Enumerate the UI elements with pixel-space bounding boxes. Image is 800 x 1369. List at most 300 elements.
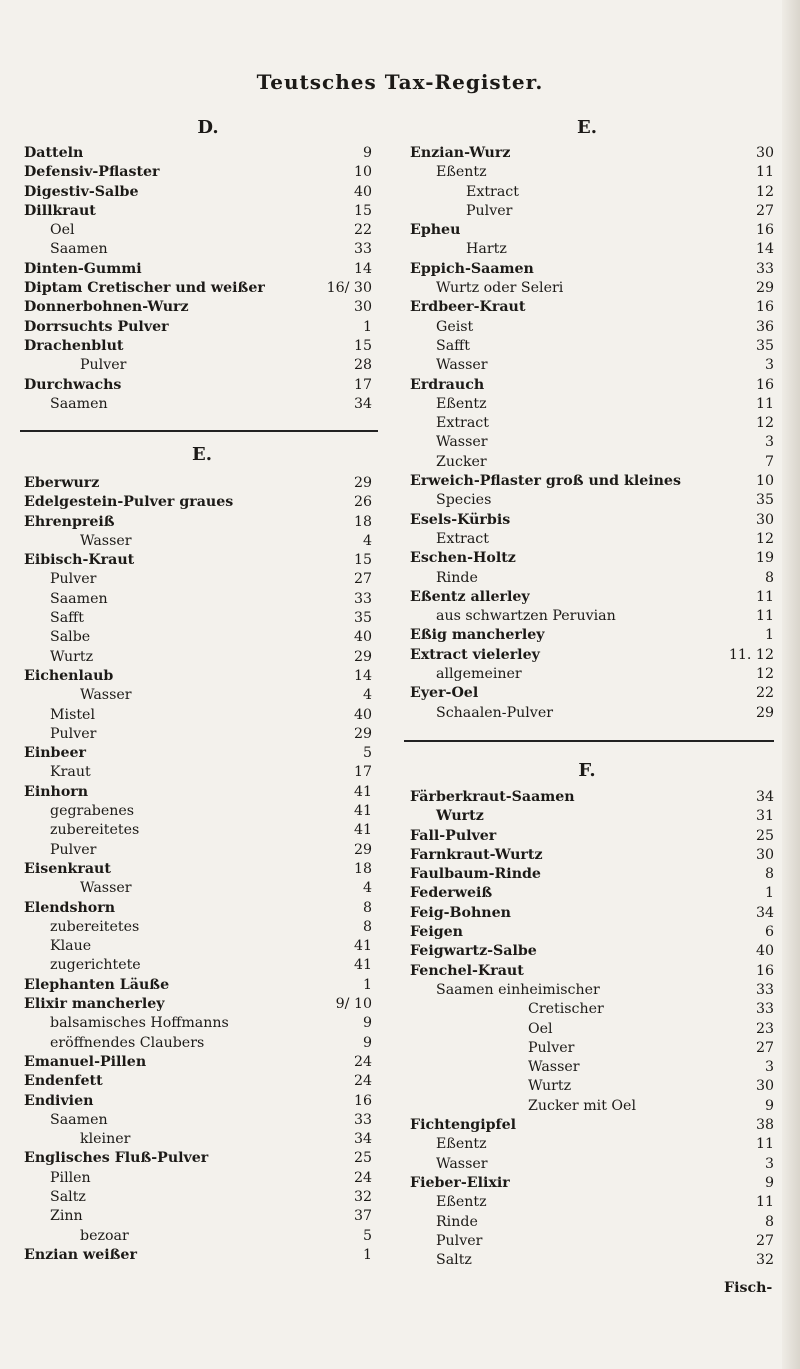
entry-term: Zucker	[436, 453, 487, 470]
entry-page-number: 1	[362, 1246, 372, 1263]
index-entry	[410, 684, 774, 703]
index-entry	[410, 1039, 774, 1058]
index-entry	[410, 183, 774, 202]
index-entry	[24, 260, 372, 279]
entry-term: balsamisches Hoffmanns	[50, 1015, 229, 1032]
entry-term: Rinde	[436, 569, 478, 586]
entry-page-number: 6	[764, 924, 774, 941]
entry-term: Saltz	[50, 1188, 86, 1205]
index-entry	[410, 472, 774, 491]
entry-term: Einhorn	[24, 783, 89, 800]
entry-term: zubereitetes	[50, 918, 140, 935]
index-entry	[24, 356, 372, 375]
entry-term: Datteln	[24, 145, 84, 161]
index-entry	[24, 937, 372, 956]
entry-term: zugerichtete	[50, 957, 141, 974]
running-head: Teutsches Tax-Register.	[256, 70, 544, 94]
entry-page-number: 30	[755, 145, 774, 161]
entry-term: Hartz	[466, 241, 507, 258]
index-entry	[24, 976, 372, 995]
column-right-f	[410, 788, 774, 1270]
entry-term: Species	[436, 492, 492, 509]
index-entry	[24, 1149, 372, 1168]
entry-term: Durchwachs	[24, 376, 122, 393]
entry-term: Feig-Bohnen	[410, 904, 511, 921]
entry-term: Wasser	[436, 1155, 488, 1172]
index-entry	[410, 337, 774, 356]
entry-term: Englisches Fluß-Pulver	[24, 1150, 209, 1167]
index-entry	[410, 144, 774, 163]
entry-term: Emanuel-Pillen	[24, 1053, 147, 1070]
entry-page-number: 34	[755, 789, 774, 805]
index-entry	[24, 648, 372, 667]
entry-page-number: 29	[353, 841, 372, 858]
entry-page-number: 9	[362, 1034, 372, 1051]
catchword: Fisch-	[724, 1280, 773, 1296]
entry-term: Eßig mancherley	[410, 627, 545, 644]
entry-page-number: 3	[764, 357, 774, 374]
entry-page-number: 11	[755, 395, 774, 412]
entry-term: Endenfett	[24, 1073, 103, 1090]
index-entry	[24, 899, 372, 918]
entry-page-number: 17	[353, 376, 372, 393]
entry-term: Safft	[436, 337, 470, 354]
entry-term: Rinde	[436, 1213, 478, 1230]
entry-term: Dinten-Gummi	[24, 260, 142, 277]
entry-page-number: 8	[764, 866, 774, 883]
entry-term: Erweich-Pflaster groß und kleines	[410, 473, 681, 490]
index-entry	[410, 279, 774, 298]
index-entry	[24, 1014, 372, 1033]
entry-term: Eßentz	[436, 164, 487, 181]
entry-page-number: 26	[353, 494, 372, 511]
index-entry	[24, 1227, 372, 1246]
entry-page-number: 15	[353, 552, 372, 569]
index-entry	[410, 1251, 774, 1270]
index-entry	[24, 918, 372, 937]
entry-term: Saamen	[50, 590, 108, 607]
index-entry	[24, 1092, 372, 1111]
entry-page-number: 41	[353, 938, 372, 955]
entry-page-number: 5	[362, 1227, 372, 1244]
index-entry	[24, 376, 372, 395]
index-entry	[24, 570, 372, 589]
entry-page-number: 40	[353, 706, 372, 723]
index-entry	[410, 221, 774, 240]
index-entry	[410, 1058, 774, 1077]
index-entry	[24, 763, 372, 782]
entry-page-number: 10	[755, 473, 774, 490]
index-entry	[410, 942, 774, 961]
index-entry	[410, 904, 774, 923]
entry-term: Epheu	[410, 222, 461, 239]
index-entry	[24, 163, 372, 182]
index-entry	[410, 453, 774, 472]
entry-term: Saltz	[436, 1252, 472, 1269]
entry-term: Pulver	[50, 725, 97, 742]
entry-term: Edelgestein-Pulver graues	[24, 494, 234, 511]
index-entry	[410, 240, 774, 259]
entry-page-number: 27	[353, 571, 372, 588]
entry-term: Pillen	[50, 1169, 91, 1186]
section-letter-e-left: E.	[192, 444, 212, 465]
entry-page-number: 17	[353, 764, 372, 781]
index-entry	[410, 1232, 774, 1251]
index-entry	[24, 183, 372, 202]
page-edge	[782, 0, 800, 1369]
index-entry	[24, 783, 372, 802]
entry-page-number: 29	[755, 704, 774, 721]
index-entry	[24, 551, 372, 570]
entry-term: Einbeer	[24, 745, 86, 762]
index-entry	[24, 1034, 372, 1053]
entry-page-number: 4	[362, 880, 372, 897]
index-entry	[410, 807, 774, 826]
rule-left-d	[20, 430, 378, 432]
index-entry	[24, 1169, 372, 1188]
index-entry	[24, 686, 372, 705]
entry-page-number: 10	[353, 164, 372, 181]
index-entry	[410, 607, 774, 626]
entry-term: Färberkraut-Saamen	[410, 789, 575, 805]
entry-term: Kraut	[50, 764, 91, 781]
index-entry	[410, 626, 774, 645]
index-entry	[24, 1207, 372, 1226]
index-entry	[410, 1020, 774, 1039]
entry-page-number: 41	[353, 957, 372, 974]
entry-term: Cretischer	[528, 1001, 604, 1018]
entry-page-number: 31	[755, 808, 774, 825]
index-entry	[24, 298, 372, 317]
entry-term: Eßentz	[436, 1194, 487, 1211]
index-entry	[24, 532, 372, 551]
entry-page-number: 33	[755, 1001, 774, 1018]
index-entry	[410, 923, 774, 942]
index-entry	[410, 704, 774, 723]
entry-page-number: 24	[353, 1053, 372, 1070]
entry-page-number: 11	[755, 1194, 774, 1211]
entry-page-number: 34	[353, 395, 372, 412]
entry-term: Fieber-Elixir	[410, 1174, 510, 1191]
index-entry	[24, 956, 372, 975]
entry-term: Saamen	[50, 395, 108, 412]
entry-term: Extract	[436, 530, 489, 547]
entry-term: Geist	[436, 318, 474, 335]
index-entry	[410, 260, 774, 279]
entry-term: Diptam Cretischer und weißer	[24, 280, 265, 297]
column-left-d	[24, 144, 372, 414]
entry-page-number: 9/ 10	[335, 996, 372, 1013]
entry-term: zubereitetes	[50, 822, 140, 839]
index-entry	[24, 1130, 372, 1149]
entry-term: Pulver	[80, 357, 127, 374]
index-entry	[410, 865, 774, 884]
entry-term: Saamen einheimischer	[436, 981, 600, 998]
entry-term: Elixir mancherley	[24, 996, 165, 1013]
entry-page-number: 33	[755, 981, 774, 998]
entry-page-number: 12	[755, 415, 774, 432]
entry-page-number: 15	[353, 202, 372, 219]
entry-page-number: 22	[353, 222, 372, 239]
entry-page-number: 15	[353, 337, 372, 354]
entry-page-number: 12	[755, 666, 774, 683]
entry-term: Mistel	[50, 706, 95, 723]
entry-term: Zinn	[50, 1208, 83, 1225]
entry-term: Endivien	[24, 1092, 94, 1109]
index-entry	[410, 1077, 774, 1096]
index-entry	[410, 318, 774, 337]
entry-page-number: 30	[353, 299, 372, 316]
index-entry	[410, 788, 774, 807]
entry-term: Erdbeer-Kraut	[410, 299, 526, 316]
entry-page-number: 24	[353, 1073, 372, 1090]
entry-page-number: 41	[353, 803, 372, 820]
index-entry	[24, 609, 372, 628]
entry-page-number: 14	[353, 260, 372, 277]
entry-term: Wasser	[80, 687, 132, 704]
index-entry	[410, 569, 774, 588]
index-entry	[410, 1213, 774, 1232]
index-entry	[410, 981, 774, 1000]
entry-term: Oel	[528, 1020, 553, 1037]
index-entry	[24, 860, 372, 879]
entry-page-number: 11. 12	[728, 646, 774, 663]
entry-page-number: 14	[755, 241, 774, 258]
index-entry	[24, 879, 372, 898]
entry-term: Erdrauch	[410, 376, 485, 393]
entry-term: Eßentz allerley	[410, 588, 530, 605]
entry-page-number: 3	[764, 1155, 774, 1172]
entry-term: Wasser	[528, 1059, 580, 1076]
index-entry	[24, 337, 372, 356]
entry-term: Eschen-Holtz	[410, 550, 516, 567]
entry-page-number: 33	[755, 260, 774, 277]
entry-term: Extract vielerley	[410, 646, 540, 663]
index-entry	[410, 1116, 774, 1135]
index-entry	[410, 433, 774, 452]
index-entry	[24, 221, 372, 240]
entry-page-number: 1	[764, 627, 774, 644]
entry-term: Saamen	[50, 1111, 108, 1128]
index-entry	[24, 841, 372, 860]
index-entry	[24, 667, 372, 686]
entry-term: Defensiv-Pflaster	[24, 164, 160, 181]
entry-page-number: 11	[755, 608, 774, 625]
entry-page-number: 29	[353, 475, 372, 491]
entry-page-number: 29	[353, 648, 372, 665]
entry-page-number: 40	[353, 183, 372, 200]
entry-term: Wurtz	[528, 1078, 572, 1095]
entry-term: Federweiß	[410, 885, 493, 902]
entry-page-number: 29	[755, 280, 774, 297]
index-entry	[410, 202, 774, 221]
entry-page-number: 36	[755, 318, 774, 335]
entry-term: eröffnendes Claubers	[50, 1034, 205, 1051]
entry-term: Saamen	[50, 241, 108, 258]
entry-page-number: 1	[362, 976, 372, 993]
entry-term: bezoar	[80, 1227, 129, 1244]
entry-page-number: 11	[755, 164, 774, 181]
entry-page-number: 22	[755, 685, 774, 702]
index-entry	[410, 376, 774, 395]
entry-term: Eyer-Oel	[410, 685, 479, 702]
entry-term: Schaalen-Pulver	[436, 704, 553, 721]
index-entry	[24, 706, 372, 725]
index-entry	[410, 1174, 774, 1193]
entry-term: Donnerbohnen-Wurz	[24, 299, 189, 316]
entry-term: kleiner	[80, 1131, 131, 1148]
entry-term: gegrabenes	[50, 803, 135, 820]
index-entry	[410, 665, 774, 684]
index-entry	[24, 1053, 372, 1072]
index-entry	[410, 163, 774, 182]
entry-page-number: 27	[755, 1039, 774, 1056]
entry-page-number: 12	[755, 183, 774, 200]
index-entry	[410, 356, 774, 375]
index-entry	[24, 202, 372, 221]
entry-page-number: 16	[755, 299, 774, 316]
entry-page-number: 25	[353, 1150, 372, 1167]
index-entry	[24, 318, 372, 337]
index-entry	[410, 1135, 774, 1154]
entry-page-number: 40	[755, 943, 774, 960]
index-entry	[24, 279, 372, 298]
index-entry	[24, 995, 372, 1014]
entry-page-number: 19	[755, 550, 774, 567]
entry-page-number: 24	[353, 1169, 372, 1186]
entry-page-number: 8	[362, 918, 372, 935]
entry-page-number: 40	[353, 629, 372, 646]
entry-term: Wasser	[436, 357, 488, 374]
index-entry	[410, 588, 774, 607]
entry-page-number: 33	[353, 590, 372, 607]
entry-term: Eppich-Saamen	[410, 260, 534, 277]
entry-term: Dillkraut	[24, 202, 96, 219]
entry-page-number: 12	[755, 530, 774, 547]
entry-page-number: 41	[353, 822, 372, 839]
index-entry	[410, 549, 774, 568]
section-letter-f: F.	[578, 760, 596, 781]
entry-page-number: 8	[764, 569, 774, 586]
entry-term: Fichtengipfel	[410, 1117, 517, 1134]
entry-term: Feigen	[410, 924, 463, 941]
entry-page-number: 18	[353, 513, 372, 530]
entry-term: Drachenblut	[24, 337, 124, 354]
entry-page-number: 8	[362, 899, 372, 916]
entry-term: Oel	[50, 222, 75, 239]
index-entry	[410, 491, 774, 510]
index-entry	[24, 474, 372, 493]
entry-page-number: 30	[755, 511, 774, 528]
index-entry	[410, 1193, 774, 1212]
entry-term: Eisenkraut	[24, 860, 111, 877]
entry-page-number: 1	[362, 318, 372, 335]
entry-term: Ehrenpreiß	[24, 513, 115, 530]
entry-term: Wurtz oder Seleri	[436, 280, 564, 297]
entry-page-number: 37	[353, 1208, 372, 1225]
entry-term: Eibisch-Kraut	[24, 552, 135, 569]
entry-page-number: 16/ 30	[326, 280, 372, 297]
entry-page-number: 23	[755, 1020, 774, 1037]
entry-page-number: 16	[755, 222, 774, 239]
index-entry	[24, 493, 372, 512]
entry-term: Enzian weißer	[24, 1246, 137, 1263]
entry-page-number: 35	[755, 492, 774, 509]
entry-page-number: 16	[353, 1092, 372, 1109]
entry-page-number: 7	[764, 453, 774, 470]
entry-term: Pulver	[436, 1232, 483, 1249]
entry-term: Wasser	[80, 880, 132, 897]
entry-term: allgemeiner	[436, 666, 522, 683]
entry-term: Eberwurz	[24, 475, 100, 491]
entry-page-number: 27	[755, 202, 774, 219]
index-entry	[24, 628, 372, 647]
index-entry	[410, 846, 774, 865]
index-entry	[410, 1097, 774, 1116]
entry-page-number: 27	[755, 1232, 774, 1249]
entry-term: Pulver	[528, 1039, 575, 1056]
entry-page-number: 3	[764, 434, 774, 451]
entry-page-number: 4	[362, 687, 372, 704]
entry-page-number: 9	[362, 145, 372, 161]
rule-right-e	[404, 740, 774, 742]
index-entry	[410, 1155, 774, 1174]
entry-page-number: 38	[755, 1117, 774, 1134]
index-entry	[410, 298, 774, 317]
entry-page-number: 30	[755, 846, 774, 863]
column-right-e	[410, 144, 774, 723]
entry-term: Extract	[466, 183, 519, 200]
entry-term: Enzian-Wurz	[410, 145, 511, 161]
entry-term: Wasser	[436, 434, 488, 451]
entry-page-number: 35	[755, 337, 774, 354]
index-entry	[24, 1111, 372, 1130]
index-entry	[24, 395, 372, 414]
entry-page-number: 16	[755, 376, 774, 393]
entry-term: Wasser	[80, 532, 132, 549]
entry-page-number: 25	[755, 827, 774, 844]
entry-term: Elendshorn	[24, 899, 116, 916]
index-entry	[410, 511, 774, 530]
index-entry	[410, 1000, 774, 1019]
entry-page-number: 33	[353, 241, 372, 258]
entry-term: Eichenlaub	[24, 667, 114, 684]
entry-term: Eßentz	[436, 395, 487, 412]
entry-page-number: 35	[353, 610, 372, 627]
index-entry	[24, 144, 372, 163]
entry-term: Eßentz	[436, 1136, 487, 1153]
entry-term: Digestiv-Salbe	[24, 183, 139, 200]
index-entry	[24, 725, 372, 744]
entry-page-number: 8	[764, 1213, 774, 1230]
index-entry	[410, 884, 774, 903]
index-entry	[410, 530, 774, 549]
entry-page-number: 9	[764, 1097, 774, 1114]
entry-page-number: 32	[755, 1252, 774, 1269]
entry-term: Faulbaum-Rinde	[410, 866, 541, 883]
index-entry	[24, 1072, 372, 1091]
index-entry	[24, 1188, 372, 1207]
index-entry	[24, 821, 372, 840]
entry-page-number: 11	[755, 588, 774, 605]
entry-term: Farnkraut-Wurtz	[410, 846, 543, 863]
index-entry	[24, 1246, 372, 1265]
entry-page-number: 5	[362, 745, 372, 762]
entry-page-number: 3	[764, 1059, 774, 1076]
entry-term: Feigwartz-Salbe	[410, 943, 537, 960]
entry-page-number: 18	[353, 860, 372, 877]
entry-page-number: 11	[755, 1136, 774, 1153]
